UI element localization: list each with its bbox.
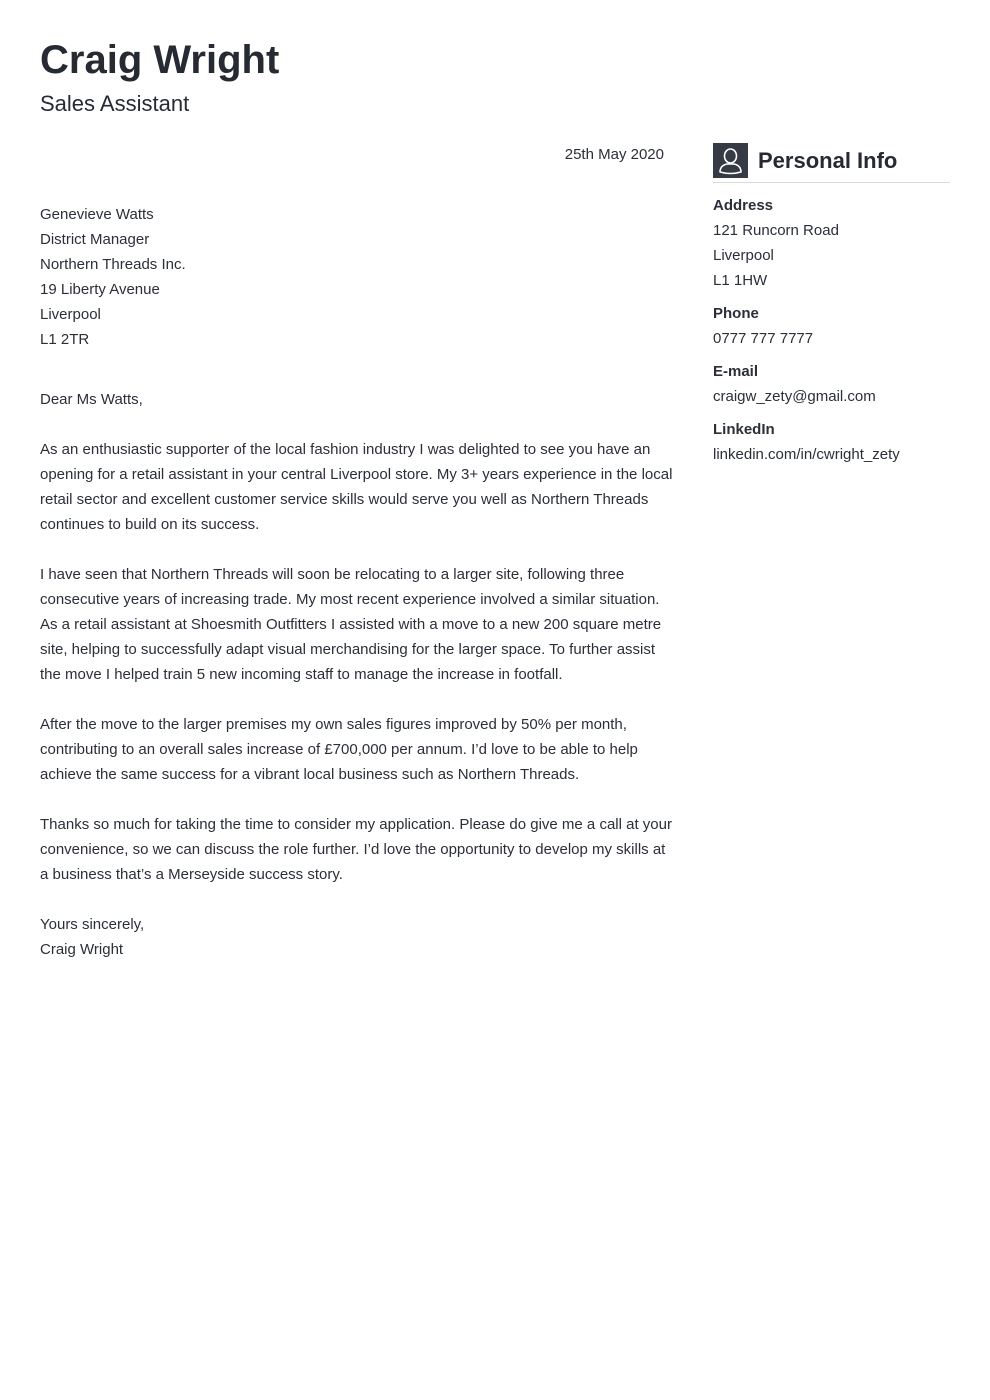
address-group (713, 193, 950, 293)
closing-phrase: Yours sincerely, (40, 916, 145, 933)
salutation: Dear Ms Watts, (40, 391, 143, 408)
applicant-name: Craig Wright (40, 38, 280, 82)
recipient-city: Liverpool (40, 306, 101, 323)
address-line-2: Liverpool (713, 247, 774, 264)
recipient-postcode: L1 2TR (40, 331, 90, 348)
phone-value: 0777 777 7777 (713, 330, 814, 347)
address-line-3: L1 1HW (713, 272, 768, 289)
signature-name: Craig Wright (40, 941, 124, 958)
phone-label: Phone (713, 305, 759, 322)
letter-paragraph-1: As an enthusiastic supporter of the local fashion industry I was delighted to see you have an opening for a retail assistant in your central Liverpool store. My 3+ years experience in the local retail sector and excellent customer service skills would serve you well as Northern Threads continues to build on its success. (40, 441, 673, 533)
recipient-address-block (40, 202, 674, 352)
email-value: craigw_zety@gmail.com (713, 388, 876, 405)
phone-group (713, 301, 950, 351)
personal-info-sidebar (713, 143, 950, 467)
address-label: Address (713, 197, 774, 214)
linkedin-value: linkedin.com/in/cwright_zety (713, 446, 900, 463)
recipient-title: District Manager (40, 231, 150, 248)
address-line-1: 121 Runcorn Road (713, 222, 839, 239)
letter-paragraph-2: I have seen that Northern Threads will soon be relocating to a larger site, following three consecutive years of increasing trade. My most recent experience involved a similar situation. As a retail assistant at Shoesmith Outfitters I assisted with a move to a new 200 square metre site, helping to successfully adapt visual merchandising for the larger space. To further assist the move I helped train 5 new incoming staff to manage the increase in footfall. (40, 566, 662, 683)
letter-paragraph-3: After the move to the larger premises my own sales figures improved by 50% per month, contributing to an overall sales increase of £700,000 per annum. I’d love to be able to help achieve the same success for a vibrant local business such as Northern Threads. (40, 716, 638, 783)
linkedin-group (713, 417, 950, 467)
email-group (713, 359, 950, 409)
personal-info-title: Personal Info (758, 148, 898, 173)
email-label: E-mail (713, 363, 759, 380)
recipient-name: Genevieve Watts (40, 206, 154, 223)
letter-closing (40, 912, 674, 962)
recipient-street: 19 Liberty Avenue (40, 281, 160, 298)
person-icon (713, 143, 748, 178)
recipient-company: Northern Threads Inc. (40, 256, 186, 273)
personal-info-header (713, 143, 950, 183)
letter-paragraph-4: Thanks so much for taking the time to consider my application. Please do give me a call at your convenience, so we can discuss the role further. I’d love the opportunity to develop my skills at a business that’s a Merseyside success story. (40, 816, 672, 883)
linkedin-label: LinkedIn (713, 421, 775, 438)
cover-letter-body (40, 142, 674, 962)
letter-date: 25th May 2020 (564, 146, 664, 163)
applicant-job-title: Sales Assistant (40, 91, 190, 116)
